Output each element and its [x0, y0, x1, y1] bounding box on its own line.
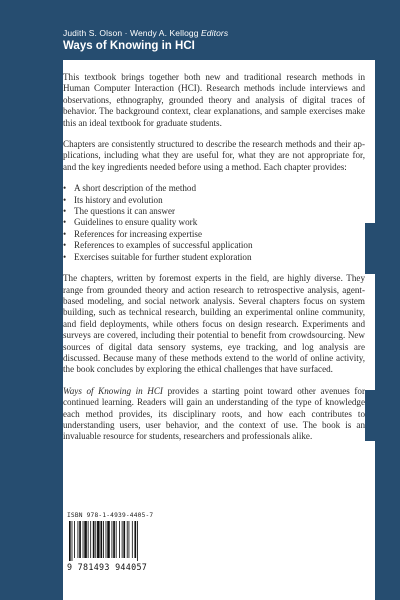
paragraph-conclusion — [63, 386, 365, 443]
cover-footer — [63, 492, 375, 591]
barcode-digits: 9 781493 944057 — [67, 562, 148, 572]
paragraph-structure: Chapters are consistently structured to describe the research methods and their applications, including what they are useful for, what they are not appropriate for, and the key ingredients needed before using a method. Each chapter provides: — [63, 139, 365, 172]
arrow-right-icon: ► — [63, 584, 70, 591]
description-text — [63, 72, 365, 453]
isbn-barcode-box — [63, 509, 168, 577]
publisher-url[interactable] — [63, 582, 375, 591]
list-item: • Guidelines to ensure quality work — [63, 217, 365, 228]
editors-role: Editors — [201, 28, 229, 38]
list-item: • Exercises suitable for further student exploration — [63, 252, 365, 263]
list-item: • References to examples of successful application — [63, 240, 365, 251]
editors-line — [63, 28, 228, 38]
paragraph-intro: This textbook brings together both new and traditional research methods in Human Computer Interaction (HCI). Research methods include interviews and observations, ethnography, grounded theory and analysis of digital traces of behavior. The background context, clear explanations, and sample exercises make this an ideal textbook for graduate students. — [63, 72, 365, 128]
editor-name-2: Wendy A. Kellogg — [130, 28, 199, 38]
side-tab-lower — [365, 390, 375, 441]
chapter-features-list — [63, 183, 365, 263]
editor-separator: · — [124, 28, 128, 38]
list-item: • References for increasing expertise — [63, 229, 365, 240]
editor-name-1: Judith S. Olson — [63, 28, 123, 38]
book-title: Ways of Knowing in HCI — [63, 40, 195, 52]
book-title-italic: Ways of Knowing in HCI — [63, 385, 163, 396]
paragraph-chapters: The chapters, written by foremost experts in the field, are highly diverse. They range from grounded theory and action research to retrospective analysis, agent-based modeling, and social network analysis. Several chapters focus on system building, such as technical research, building an experimental online community, and field deployments, while others focus on design research. Experiments and surveys are covered, including their potential to benefit from crowdsourcing. New sources of digital data sensory systems, eye tracking, and log analysis are discussed. Because many of these methods extend to the world of online activity, the book concludes by exploring the ethical challenges that have surfaced. — [63, 273, 365, 375]
list-item: • Its history and evolution — [63, 195, 365, 206]
side-tab-upper — [365, 223, 375, 274]
isbn-number: ISBN 978-1-4939-4405-7 — [67, 512, 154, 519]
paragraph-conclusion-text: provides a starting point toward other avenues for continued learning. Readers will gain an understanding of the type of knowledge each method provides, its disciplinary roots, and how each contributes to understanding users, user behavior, and the context of use. The book is an invaluable resource for students, researchers and professionals alike. — [63, 385, 366, 442]
barcode-graphic — [67, 521, 163, 561]
publisher-url-text: springer.com — [73, 582, 124, 591]
list-item: • The questions it can answer — [63, 206, 365, 217]
subject-category: Computer Science — [63, 492, 134, 501]
list-item: • A short description of the method — [63, 183, 365, 194]
cover-header — [63, 28, 228, 52]
